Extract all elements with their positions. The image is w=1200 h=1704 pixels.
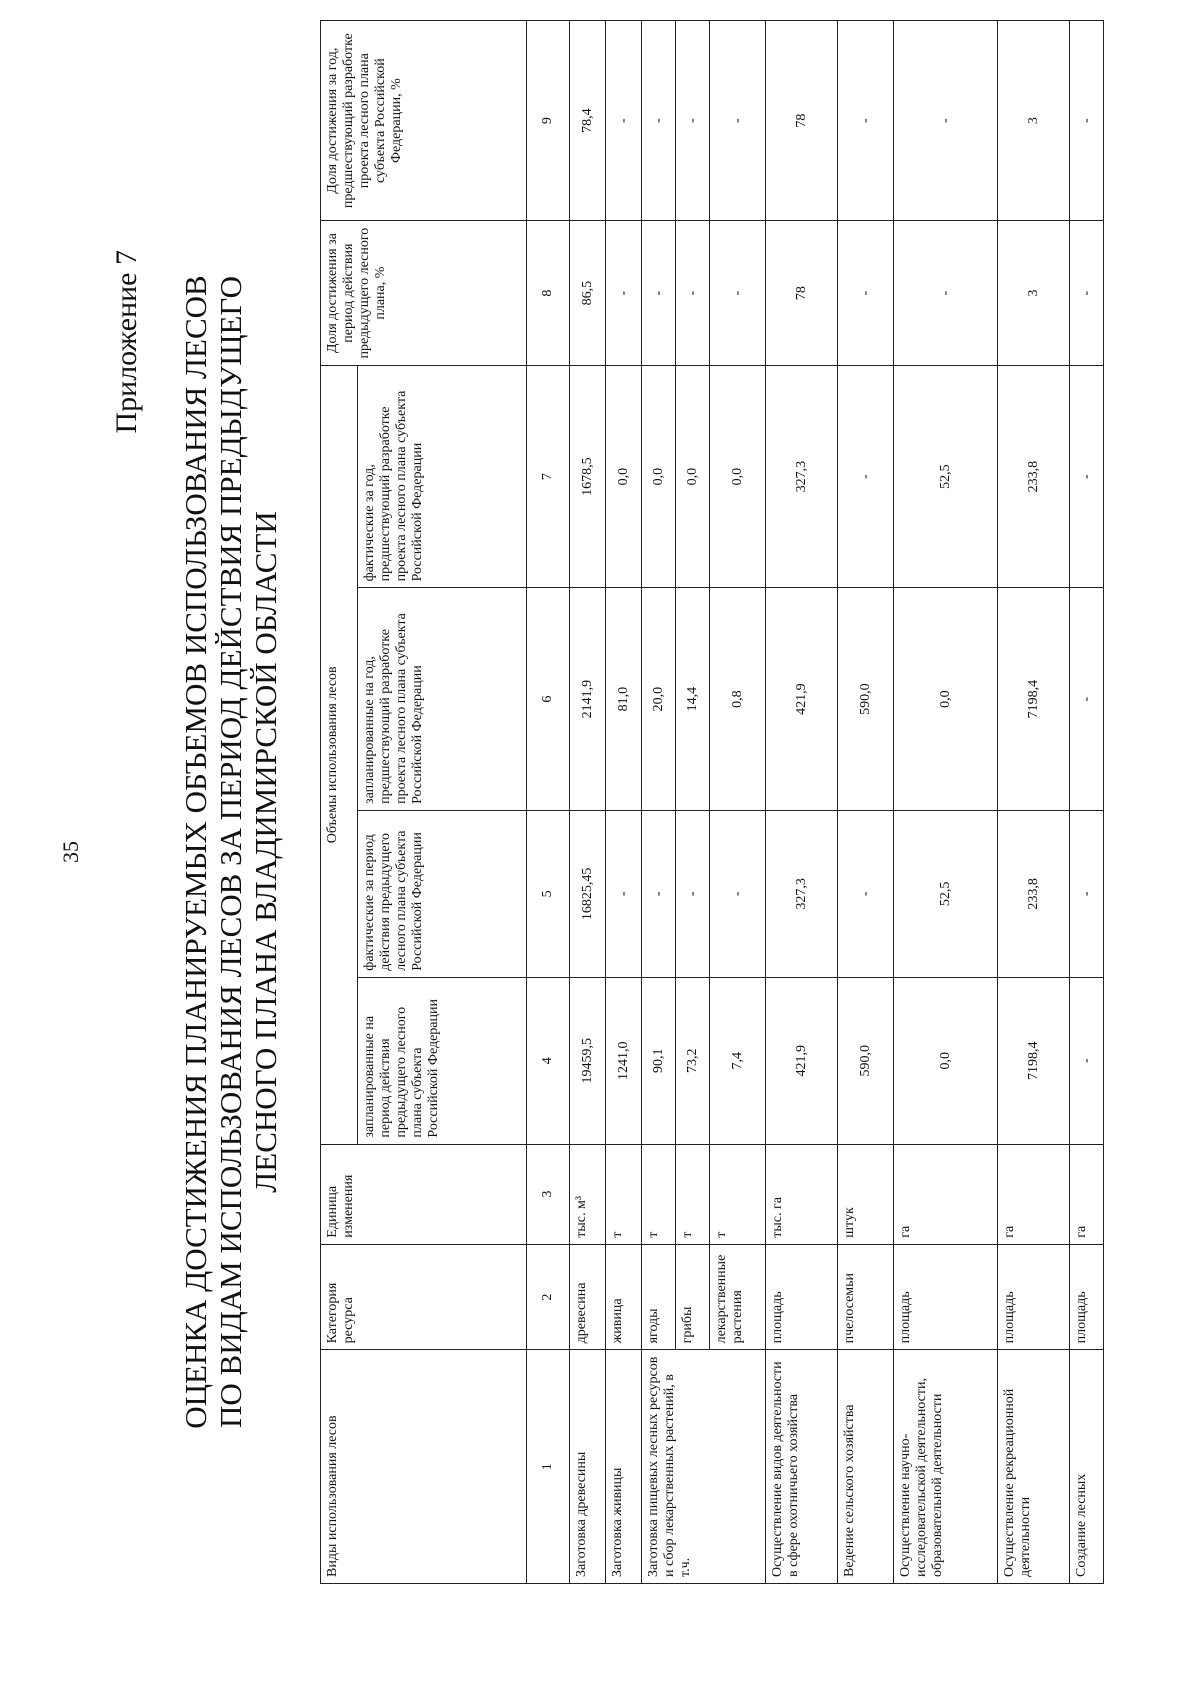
column-index: 1 bbox=[527, 1350, 570, 1584]
cell-planned-year: 2141,9 bbox=[570, 588, 606, 810]
cell-planned-year: 81,0 bbox=[606, 588, 642, 810]
table-row bbox=[998, 21, 1070, 1584]
header-type: Виды использования лесов bbox=[321, 1350, 527, 1584]
header-actual-year: фактические за год, предшествующий разработке проекта лесного плана субъекта Российской Федерации bbox=[358, 365, 527, 587]
cell-actual-year: 0,0 bbox=[642, 365, 676, 587]
table-row bbox=[710, 21, 766, 1584]
header-share-year: Доля достижения за год, предшествующий разработке проекта лесного плана субъекта Российской Федерации, % bbox=[321, 21, 527, 221]
usage-table bbox=[320, 20, 1104, 1584]
cell-type: Создание лесных bbox=[1070, 1350, 1104, 1584]
cell-planned-period: 7198,4 bbox=[998, 977, 1070, 1144]
cell-share-period: - bbox=[894, 221, 998, 366]
cell-actual-year: - bbox=[1070, 365, 1104, 587]
cell-unit: штук bbox=[838, 1144, 894, 1244]
column-index: 4 bbox=[527, 977, 570, 1144]
header-unit: Единица изменения bbox=[321, 1144, 527, 1244]
cell-actual-period: - bbox=[642, 810, 676, 977]
cell-category: площадь bbox=[766, 1244, 838, 1350]
cell-share-period: - bbox=[1070, 221, 1104, 366]
cell-category: пчелосемьи bbox=[838, 1244, 894, 1350]
cell-planned-period: 1241,0 bbox=[606, 977, 642, 1144]
cell-category: площадь bbox=[998, 1244, 1070, 1350]
table-row bbox=[1070, 21, 1104, 1584]
header-planned-period: запланированные на период действия предыдущего лесного плана субъекта Российской Федерации bbox=[358, 977, 527, 1144]
cell-planned-period: 7,4 bbox=[710, 977, 766, 1144]
cell-share-year: - bbox=[894, 21, 998, 221]
cell-planned-year: 0,0 bbox=[894, 588, 998, 810]
cell-type: Заготовка древесины bbox=[570, 1350, 606, 1584]
cell-category: площадь bbox=[1070, 1244, 1104, 1350]
cell-share-year: - bbox=[1070, 21, 1104, 221]
table-row bbox=[642, 21, 676, 1584]
cell-share-period: 86,5 bbox=[570, 221, 606, 366]
header-volumes: Объемы использования лесов bbox=[321, 365, 358, 1144]
cell-planned-year: 14,4 bbox=[676, 588, 710, 810]
cell-planned-period: 0,0 bbox=[894, 977, 998, 1144]
cell-actual-year: 0,0 bbox=[676, 365, 710, 587]
cell-planned-period: - bbox=[1070, 977, 1104, 1144]
cell-actual-period: 52,5 bbox=[894, 810, 998, 977]
table-row bbox=[894, 21, 998, 1584]
cell-planned-period: 90,1 bbox=[642, 977, 676, 1144]
cell-actual-period: - bbox=[838, 810, 894, 977]
cell-planned-period: 421,9 bbox=[766, 977, 838, 1144]
cell-category: живица bbox=[606, 1244, 642, 1350]
cell-planned-year: 20,0 bbox=[642, 588, 676, 810]
cell-share-year: - bbox=[642, 21, 676, 221]
table-row bbox=[570, 21, 606, 1584]
cell-category: ягоды bbox=[642, 1244, 676, 1350]
column-index: 7 bbox=[527, 365, 570, 587]
cell-actual-period: 327,3 bbox=[766, 810, 838, 977]
cell-type: Заготовка живицы bbox=[606, 1350, 642, 1584]
cell-actual-year: 0,0 bbox=[710, 365, 766, 587]
cell-share-year: - bbox=[606, 21, 642, 221]
cell-planned-year: 421,9 bbox=[766, 588, 838, 810]
cell-share-period: - bbox=[838, 221, 894, 366]
cell-share-year: - bbox=[838, 21, 894, 221]
cell-category: лекарственные растения bbox=[710, 1244, 766, 1350]
cell-actual-year: - bbox=[838, 365, 894, 587]
cell-share-period: - bbox=[642, 221, 676, 366]
cell-unit: га bbox=[894, 1144, 998, 1244]
cell-actual-period: 233,8 bbox=[998, 810, 1070, 977]
column-index-row bbox=[527, 21, 570, 1584]
page-number: 35 bbox=[58, 841, 83, 863]
cell-type: Ведение сельского хозяйства bbox=[838, 1350, 894, 1584]
cell-actual-period: - bbox=[1070, 810, 1104, 977]
header-planned-year: запланированные на год, предшествующий разработке проекта лесного плана субъекта Российской Федерации bbox=[358, 588, 527, 810]
cell-unit: т bbox=[642, 1144, 676, 1244]
header-share-period: Доля достижения за период действия предыдущего лесного плана, % bbox=[321, 221, 527, 366]
cell-actual-year: 52,5 bbox=[894, 365, 998, 587]
header-category: Категория ресурса bbox=[321, 1244, 527, 1350]
cell-planned-year: 0,8 bbox=[710, 588, 766, 810]
header-actual-period: фактические за период действия предыдущего лесного плана субъекта Российской Федерации bbox=[358, 810, 527, 977]
cell-planned-year: 7198,4 bbox=[998, 588, 1070, 810]
cell-share-year: 78,4 bbox=[570, 21, 606, 221]
cell-actual-year: 233,8 bbox=[998, 365, 1070, 587]
column-index: 9 bbox=[527, 21, 570, 221]
cell-category: грибы bbox=[676, 1244, 710, 1350]
cell-unit: тыс. га bbox=[766, 1144, 838, 1244]
cell-category: площадь bbox=[894, 1244, 998, 1350]
column-index: 8 bbox=[527, 221, 570, 366]
cell-share-period: - bbox=[676, 221, 710, 366]
cell-share-year: 78 bbox=[766, 21, 838, 221]
column-index: 2 bbox=[527, 1244, 570, 1350]
cell-type: Осуществление научно-исследовательской деятельности, образовательной деятельности bbox=[894, 1350, 998, 1584]
column-index: 6 bbox=[527, 588, 570, 810]
cell-category: древесина bbox=[570, 1244, 606, 1350]
cell-unit: тыс. м³ bbox=[570, 1144, 606, 1244]
cell-planned-year: 590,0 bbox=[838, 588, 894, 810]
appendix-label: Приложение 7 bbox=[110, 250, 143, 434]
cell-share-period: 78 bbox=[766, 221, 838, 366]
cell-unit: т bbox=[606, 1144, 642, 1244]
document-title: ОЦЕНКА ДОСТИЖЕНИЯ ПЛАНИРУЕМЫХ ОБЪЕМОВ ИСПОЛЬЗОВАНИЯ ЛЕСОВ ПО ВИДАМ ИСПОЛЬЗОВАНИЯ ЛЕСОВ ЗА ПЕРИОД ДЕЙСТВИЯ ПРЕДЫДУЩЕГО ЛЕСНОГО ПЛАНА ВЛАДИМИРСКОЙ ОБЛАСТИ bbox=[178, 275, 283, 1429]
cell-unit: га bbox=[998, 1144, 1070, 1244]
cell-actual-period: - bbox=[710, 810, 766, 977]
cell-actual-year: 327,3 bbox=[766, 365, 838, 587]
cell-planned-period: 590,0 bbox=[838, 977, 894, 1144]
cell-actual-year: 1678,5 bbox=[570, 365, 606, 587]
table-row bbox=[838, 21, 894, 1584]
cell-planned-year: - bbox=[1070, 588, 1104, 810]
cell-type: Заготовка пищевых лесных ресурсов и сбор лекарственных растений, в т.ч. bbox=[642, 1350, 766, 1584]
cell-share-year: 3 bbox=[998, 21, 1070, 221]
cell-share-period: - bbox=[606, 221, 642, 366]
cell-actual-period: - bbox=[676, 810, 710, 977]
cell-planned-period: 19459,5 bbox=[570, 977, 606, 1144]
cell-share-period: - bbox=[710, 221, 766, 366]
table-row bbox=[766, 21, 838, 1584]
cell-unit: т bbox=[710, 1144, 766, 1244]
cell-unit: т bbox=[676, 1144, 710, 1244]
cell-actual-period: 16825,45 bbox=[570, 810, 606, 977]
table-row bbox=[606, 21, 642, 1584]
cell-share-year: - bbox=[676, 21, 710, 221]
table-row bbox=[676, 21, 710, 1584]
cell-actual-year: 0,0 bbox=[606, 365, 642, 587]
cell-share-year: - bbox=[710, 21, 766, 221]
cell-actual-period: - bbox=[606, 810, 642, 977]
cell-planned-period: 73,2 bbox=[676, 977, 710, 1144]
cell-type: Осуществление рекреационной деятельности bbox=[998, 1350, 1070, 1584]
cell-share-period: 3 bbox=[998, 221, 1070, 366]
column-index: 3 bbox=[527, 1144, 570, 1244]
column-index: 5 bbox=[527, 810, 570, 977]
cell-type: Осуществление видов деятельности в сфере охотничьего хозяйства bbox=[766, 1350, 838, 1584]
cell-unit: га bbox=[1070, 1144, 1104, 1244]
